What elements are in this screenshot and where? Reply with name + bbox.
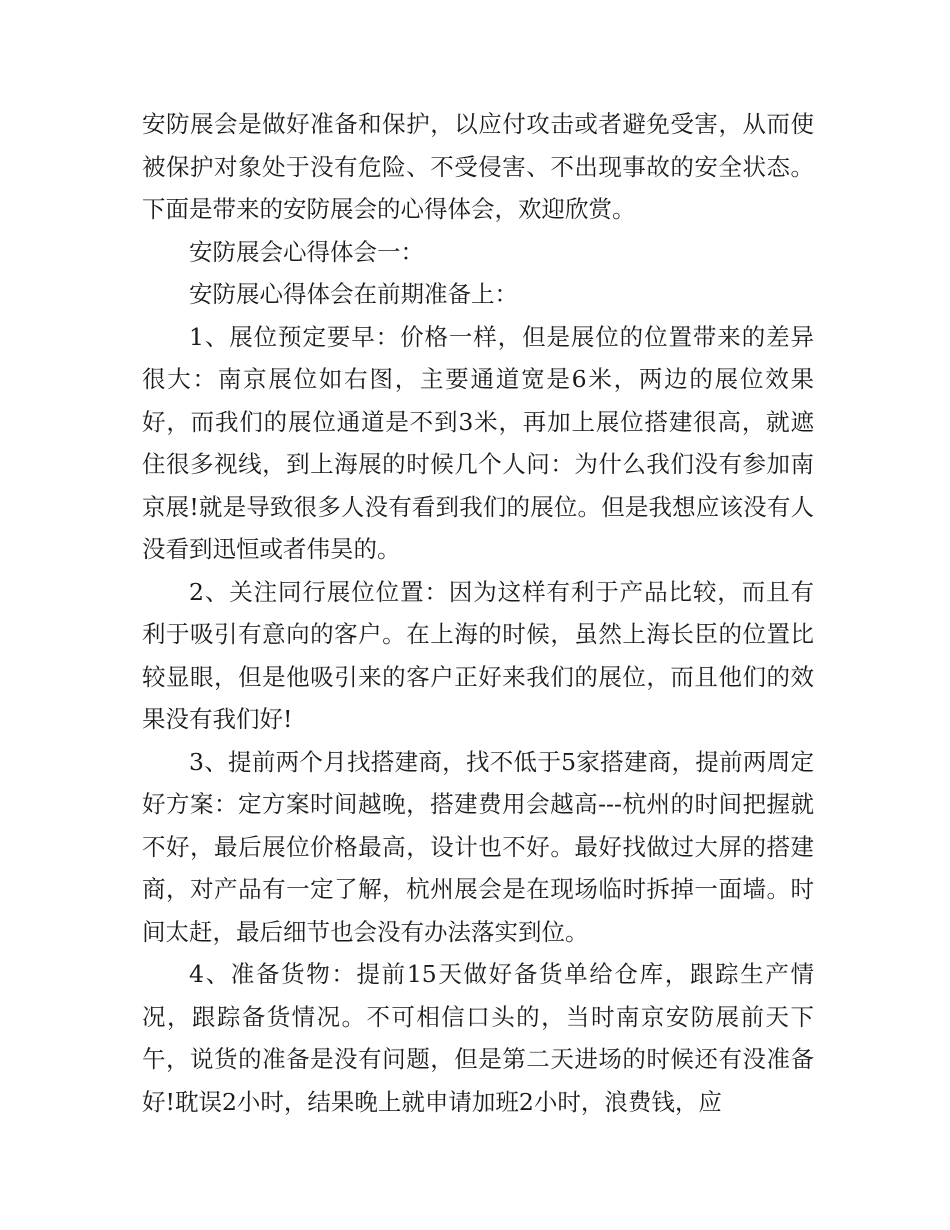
intro-paragraph: 安防展会是做好准备和保护，以应付攻击或者避免受害，从而使被保护对象处于没有危险、不受侵害、不出现事故的安全状态。下面是带来的安防展会的心得体会，欢迎欣赏。 xyxy=(142,110,814,223)
subsection-heading: 安防展心得体会在前期准备上： xyxy=(189,280,518,308)
list-item-2: 2、关注同行展位位置：因为这样有利于产品比较，而且有利于吸引有意向的客户。在上海的时候，虽然上海长臣的位置比较显眼，但是他吸引来的客户正好来我们的展位，而且他们的效果没有我们好! xyxy=(142,577,814,733)
list-item-3: 3、提前两个月找搭建商，找不低于5家搭建商，提前两周定好方案：定方案时间越晚，搭建费用会越高---杭州的时间把握就不好，最后展位价格最高，设计也不好。最好找做过大屏的搭建商，对产品有一定了解，杭州展会是在现场临时拆掉一面墙。时间太赶，最后细节也会没有办法落实到位。 xyxy=(142,747,814,946)
list-item-4: 4、准备货物：提前15天做好备货单给仓库，跟踪生产情况，跟踪备货情况。不可相信口头的，当时南京安防展前天下午，说货的准备是没有问题，但是第二天进场的时候还有没准备好!耽误2小时，结果晚上就申请加班2小时，浪费钱，应 xyxy=(142,960,814,1116)
list-item-1: 1、展位预定要早：价格一样，但是展位的位置带来的差异很大：南京展位如右图，主要通道宽是6米，两边的展位效果好，而我们的展位通道是不到3米，再加上展位搭建很高，就遮住很多视线，到上海展的时候几个人问：为什么我们没有参加南京展!就是导致很多人没有看到我们的展位。但是我想应该没有人没看到迅恒或者伟昊的。 xyxy=(142,322,814,563)
document-body xyxy=(142,103,814,1123)
section-heading: 安防展会心得体会一： xyxy=(189,237,424,266)
